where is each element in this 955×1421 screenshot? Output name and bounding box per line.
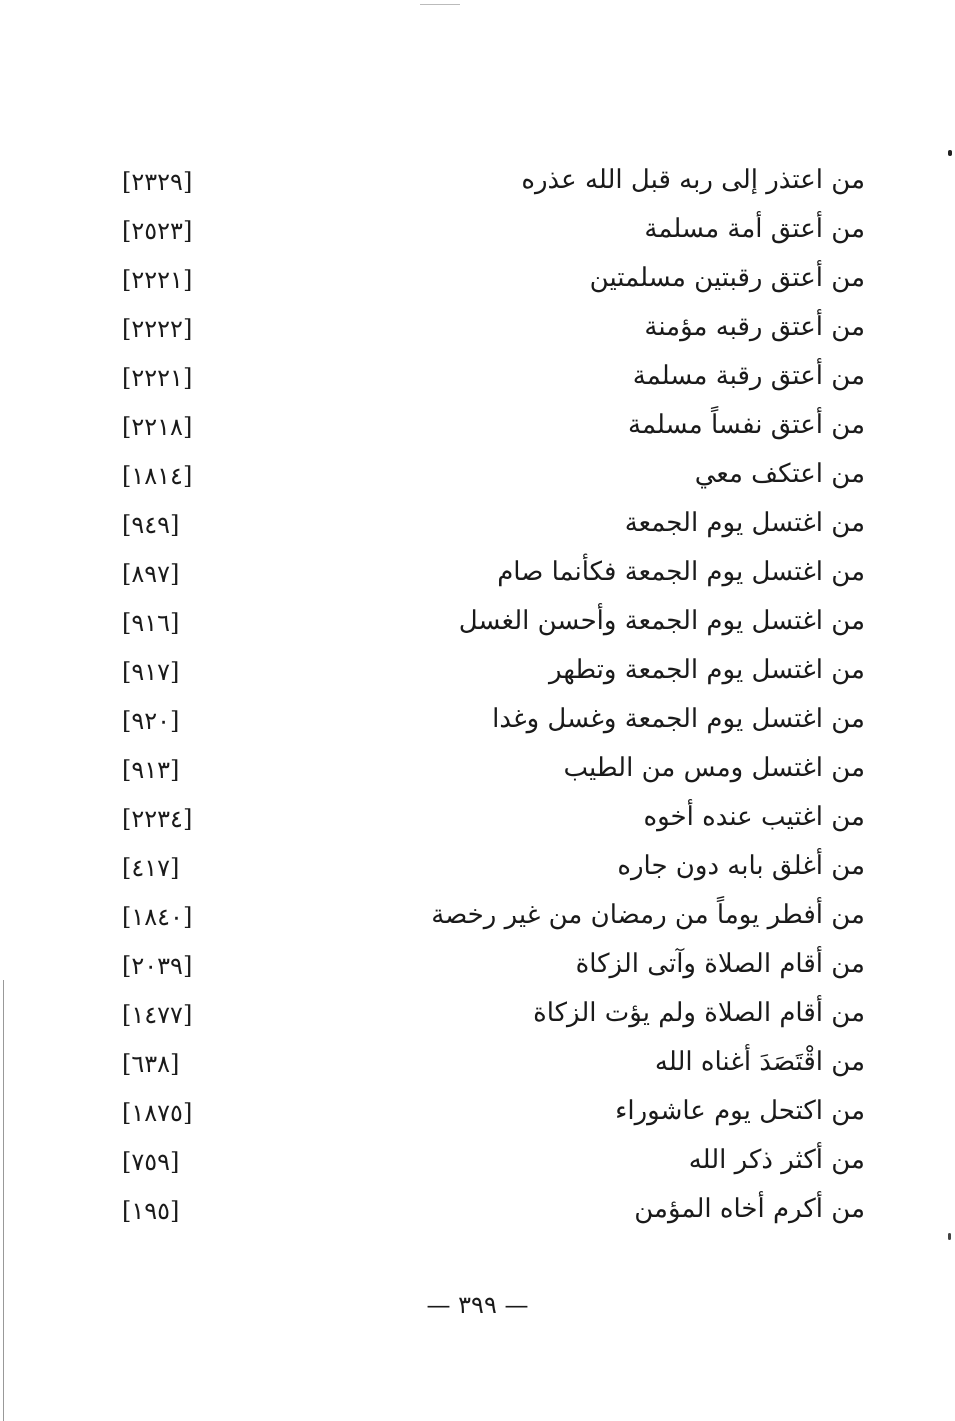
index-entry bbox=[0, 356, 955, 405]
entry-reference: [٧٥٩] bbox=[122, 1148, 180, 1176]
entry-text: من اغتسل يوم الجمعة وأحسن الغسل bbox=[458, 606, 865, 636]
index-entry bbox=[0, 209, 955, 258]
entry-text: من أعتق رقبتين مسلمتين bbox=[589, 263, 865, 293]
entry-text: من اكتحل يوم عاشوراء bbox=[615, 1096, 865, 1126]
index-entry bbox=[0, 258, 955, 307]
entry-text: من اعتكف معي bbox=[694, 459, 865, 489]
entry-text: من اغتيب عنده أخوه bbox=[643, 802, 865, 832]
index-entry bbox=[0, 307, 955, 356]
index-entry bbox=[0, 797, 955, 846]
index-entry bbox=[0, 1189, 955, 1238]
entry-reference: [١٩٥] bbox=[122, 1197, 180, 1225]
entry-reference: [٢٣٢٩] bbox=[122, 168, 193, 196]
entry-reference: [٢٢٢١] bbox=[122, 266, 193, 294]
entry-reference: [٢٥٢٣] bbox=[122, 217, 193, 245]
entry-text: من أقام الصلاة وآتى الزكاة bbox=[575, 949, 865, 979]
entry-text: من أقام الصلاة ولم يؤت الزكاة bbox=[533, 998, 865, 1028]
entry-reference: [٢٢٢١] bbox=[122, 364, 193, 392]
index-entry bbox=[0, 1140, 955, 1189]
entry-text: من أعتق رقبه مؤمنة bbox=[644, 312, 865, 342]
entry-text: من اغتسل يوم الجمعة وتطهر bbox=[549, 655, 865, 685]
entry-text: من أعتق رقبة مسلمة bbox=[632, 361, 865, 391]
entry-reference: [٩٢٠] bbox=[122, 707, 180, 735]
entry-reference: [٦٣٨] bbox=[122, 1050, 180, 1078]
index-entry bbox=[0, 1042, 955, 1091]
index-entry bbox=[0, 601, 955, 650]
index-entry bbox=[0, 650, 955, 699]
entry-text: من أعتق أمة مسلمة bbox=[644, 214, 865, 244]
entry-reference: [٢٢١٨] bbox=[122, 413, 193, 441]
index-entry bbox=[0, 748, 955, 797]
index-entry bbox=[0, 944, 955, 993]
entry-reference: [١٤٧٧] bbox=[122, 1001, 193, 1029]
entry-reference: [٩٤٩] bbox=[122, 511, 180, 539]
entry-text: من أكرم أخاه المؤمن bbox=[634, 1194, 865, 1224]
entry-text: من أفطر يوماً من رمضان من غير رخصة bbox=[431, 900, 865, 930]
entry-reference: [١٨١٤] bbox=[122, 462, 193, 490]
index-entry bbox=[0, 846, 955, 895]
entry-reference: [١٨٤٠] bbox=[122, 903, 193, 931]
entry-text: من أعتق نفساً مسلمة bbox=[628, 410, 865, 440]
index-entry bbox=[0, 503, 955, 552]
entry-text: من اغتسل يوم الجمعة bbox=[624, 508, 865, 538]
index-entry bbox=[0, 160, 955, 209]
entry-reference: [٩١٧] bbox=[122, 658, 180, 686]
index-entry bbox=[0, 895, 955, 944]
entry-text: من اعتذر إلى ربه قبل الله عذره bbox=[521, 165, 865, 195]
entry-reference: [١٨٧٥] bbox=[122, 1099, 193, 1127]
entry-reference: [٢٢٢٢] bbox=[122, 315, 193, 343]
entry-reference: [٨٩٧] bbox=[122, 560, 180, 588]
entry-text: من اغتسل يوم الجمعة وغسل وغدا bbox=[492, 704, 865, 734]
entry-reference: [٩١٣] bbox=[122, 756, 180, 784]
entry-text: من أغلق بابه دون جاره bbox=[617, 851, 865, 881]
entry-text: من اغتسل ومس من الطيب bbox=[563, 753, 865, 783]
entry-reference: [٢٢٣٤] bbox=[122, 805, 193, 833]
entry-reference: [٩١٦] bbox=[122, 609, 180, 637]
entry-text: من اغتسل يوم الجمعة فكأنما صام bbox=[497, 557, 865, 587]
index-entry bbox=[0, 454, 955, 503]
entry-text: من اقْتَصَدَ أغناه الله bbox=[654, 1047, 865, 1077]
entry-text: من أكثر ذكر الله bbox=[688, 1145, 865, 1175]
entry-reference: [٢٠٣٩] bbox=[122, 952, 193, 980]
index-entry bbox=[0, 1091, 955, 1140]
index-entry bbox=[0, 699, 955, 748]
index-entry bbox=[0, 405, 955, 454]
index-entry bbox=[0, 552, 955, 601]
entry-reference: [٤١٧] bbox=[122, 854, 180, 882]
page-number: — ٣٩٩ — bbox=[426, 1291, 529, 1319]
index-entry bbox=[0, 993, 955, 1042]
